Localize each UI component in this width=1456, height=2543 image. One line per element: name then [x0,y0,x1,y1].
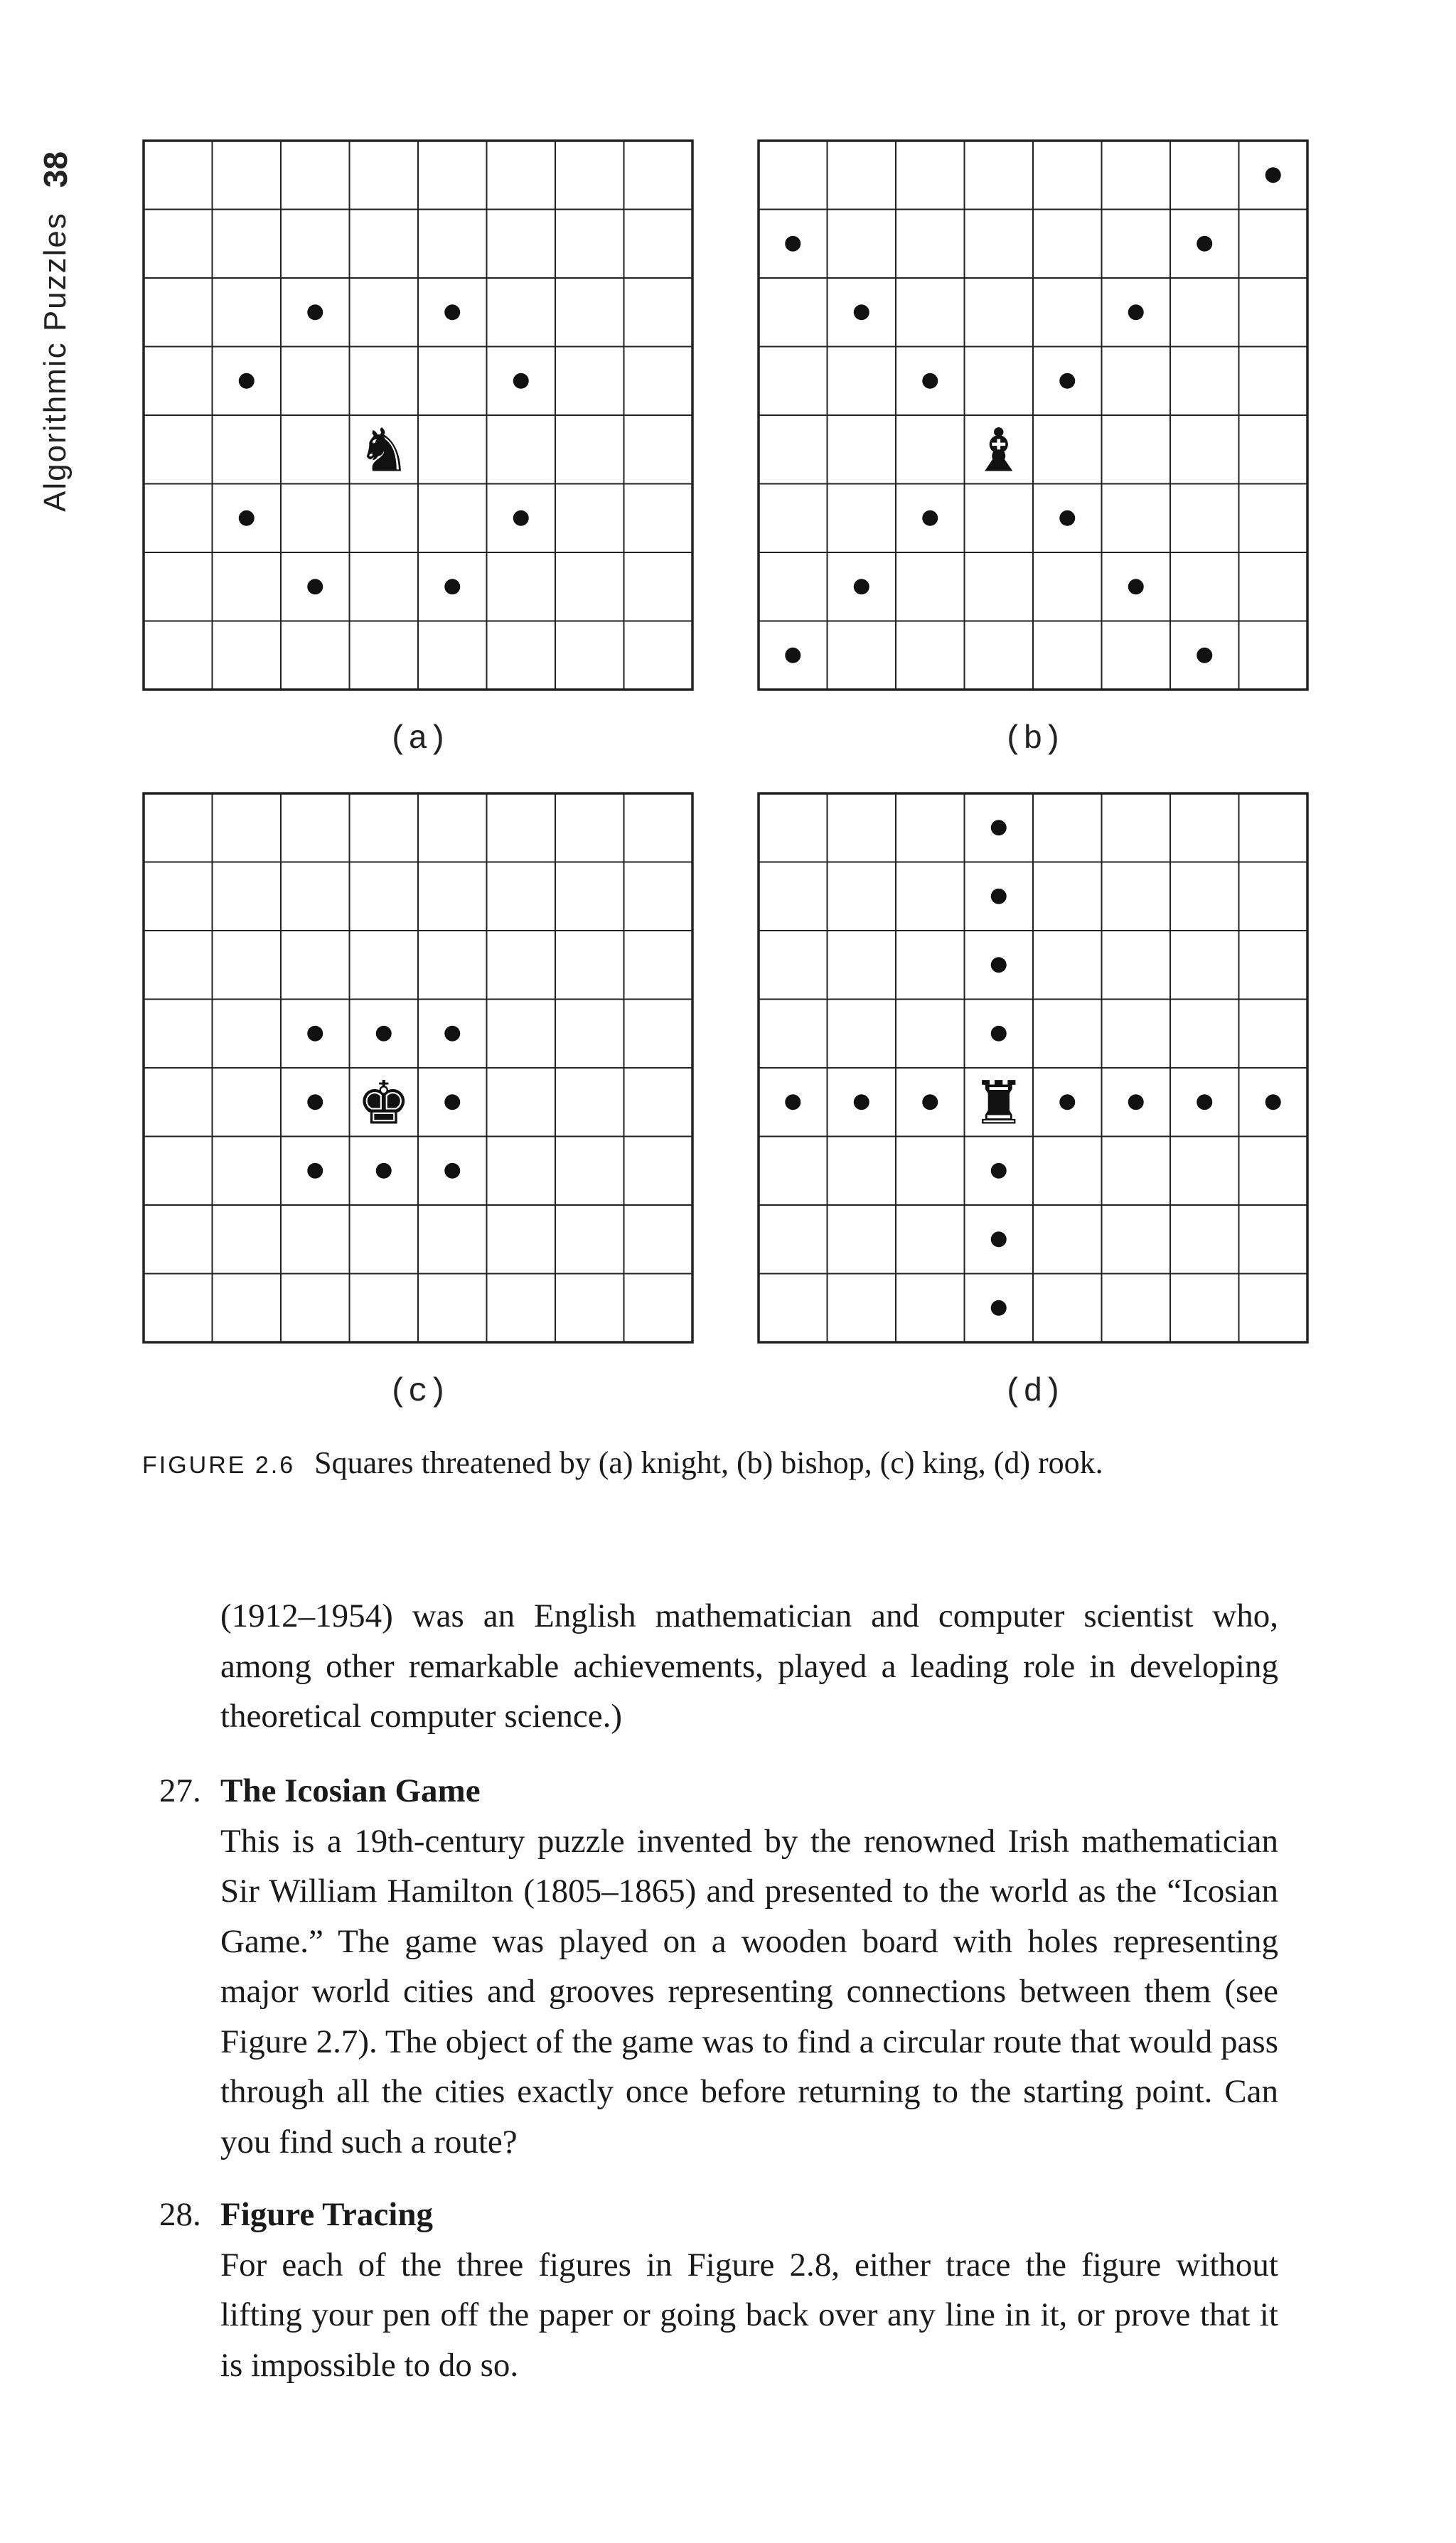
threatened-square-dot [991,1163,1007,1179]
item-heading: Figure Tracing [220,2196,433,2233]
board-label: (c) [388,1374,448,1410]
threatened-square-dot [307,1163,323,1179]
page-number: 38 [37,151,74,188]
threatened-square-dot [991,1231,1007,1247]
board-label: (b) [1003,721,1063,758]
threatened-square-dot [1265,1094,1281,1110]
threatened-square-dot [922,373,938,389]
item-number: 27. [159,1772,201,1809]
threatened-square-dot [1059,1094,1075,1110]
threatened-square-dot [444,1163,460,1179]
threatened-square-dot [239,510,255,526]
threatened-square-dot [307,1026,323,1042]
threatened-square-dot [307,579,323,594]
bishop-icon: ♝ [972,415,1026,486]
knight-icon: ♞ [357,415,411,486]
threatened-square-dot [1128,304,1144,320]
threatened-square-dot [307,1094,323,1110]
threatened-square-dot [1197,236,1212,252]
threatened-square-dot [991,1300,1007,1316]
threatened-square-dot [1059,510,1075,526]
threatened-square-dot [785,236,801,252]
item-number: 28. [159,2196,201,2233]
board-knight [144,141,692,758]
board-rook [759,793,1307,1410]
threatened-square-dot [922,510,938,526]
board-bishop [759,141,1307,758]
threatened-square-dot [991,820,1007,835]
threatened-square-dot [785,648,801,663]
threatened-square-dot [307,304,323,320]
threatened-square-dot [444,579,460,594]
continuation-paragraph: (1912–1954) was an English mathematician and computer scientist who, among other remarkable achievements, played a leading role in developing theoretical computer science.) [220,1597,1278,1735]
threatened-square-dot [854,579,869,594]
threatened-square-dot [854,304,869,320]
threatened-square-dot [1128,1094,1144,1110]
threatened-square-dot [444,1026,460,1042]
threatened-square-dot [376,1163,392,1179]
board-label: (a) [388,721,448,758]
threatened-square-dot [1197,1094,1212,1110]
threatened-square-dot [785,1094,801,1110]
figure-caption-text: Squares threatened by (a) knight, (b) bishop, (c) king, (d) rook. [314,1445,1103,1480]
threatened-square-dot [513,373,529,389]
threatened-square-dot [444,1094,460,1110]
threatened-square-dot [854,1094,869,1110]
threatened-square-dot [376,1026,392,1042]
threatened-square-dot [922,1094,938,1110]
figure-caption [142,1445,1351,1481]
rook-icon: ♜ [972,1068,1026,1138]
item-heading: The Icosian Game [220,1772,481,1809]
item-body: This is a 19th-century puzzle invented by the renowned Irish mathematician Sir William Hamilton (1805–1865) and presented to the world as the “Icosian Game.” The game was played on a wooden board with holes representing major world cities and grooves representing connections between them (see Figure 2.7). The object of the game was to find a circular route that would pass through all the cities exactly once before returning to the starting point. Can you find such a route? [220,1822,1278,2161]
threatened-square-dot [1265,167,1281,183]
threatened-square-dot [991,957,1007,973]
threatened-square-dot [1128,579,1144,594]
threatened-square-dot [513,510,529,526]
figure-caption-label: FIGURE 2.6 [142,1452,296,1479]
threatened-square-dot [444,304,460,320]
threatened-square-dot [1059,373,1075,389]
item-body: For each of the three figures in Figure 2.8, either trace the figure without lifting your pen off the paper or going back over any line in it, or prove that it is impossible to do so. [220,2246,1278,2384]
board-label: (d) [1003,1374,1063,1410]
running-header-title: Algorithmic Puzzles [38,212,73,512]
king-icon: ♚ [357,1068,411,1138]
threatened-square-dot [1197,648,1212,663]
threatened-square-dot [239,373,255,389]
threatened-square-dot [991,889,1007,904]
threatened-square-dot [991,1026,1007,1042]
board-king [144,793,692,1410]
